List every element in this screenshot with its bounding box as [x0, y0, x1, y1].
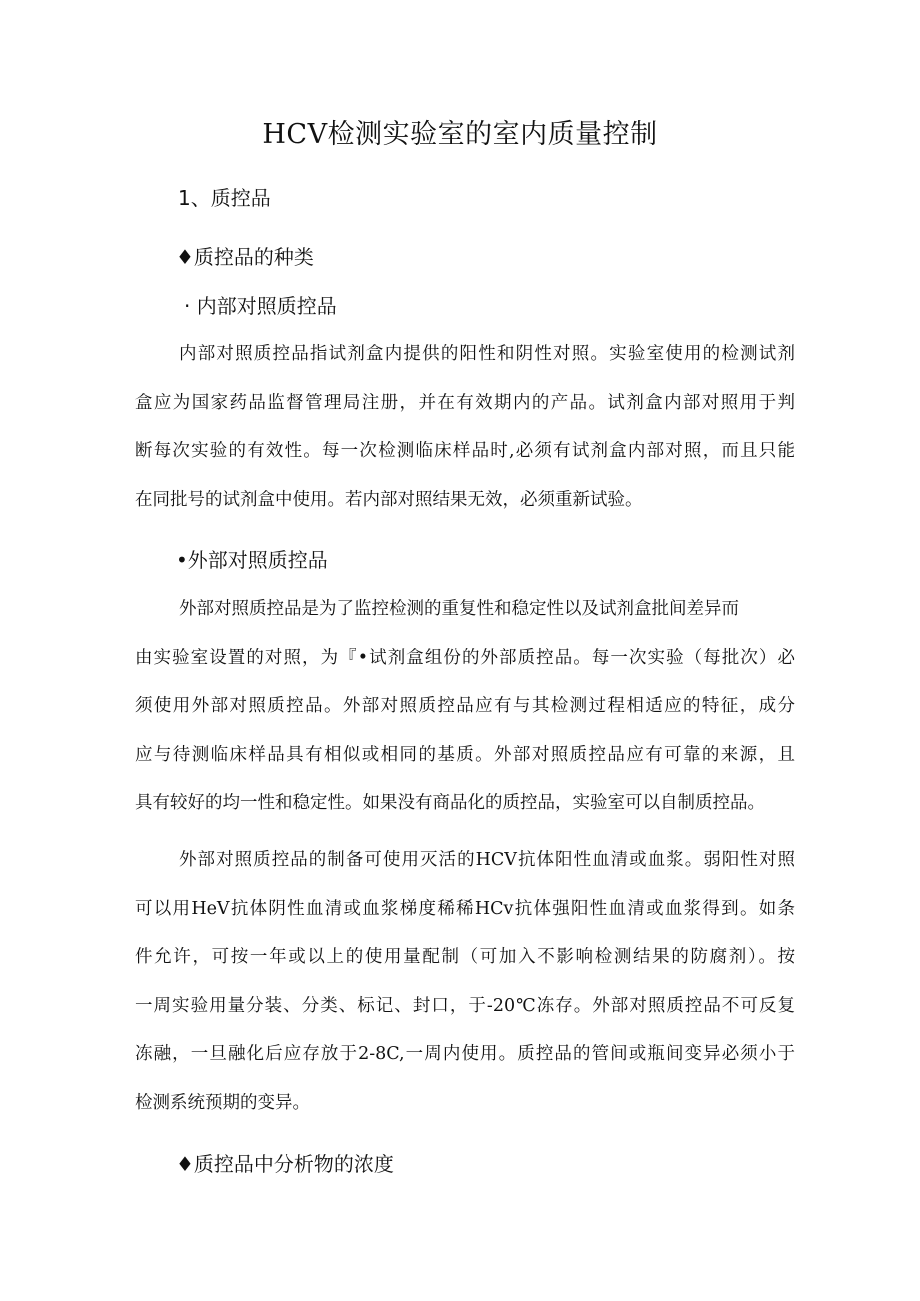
subheading-analyte-concentration: ♦质控品中分析物的浓度	[176, 1152, 394, 1176]
paragraph-line: 外部对照质控品的制备可使用灭活的HCV抗体阳性血清或血浆。弱阳性对照	[179, 850, 795, 870]
paragraph-line: 一周实验用量分装、分类、标记、封口，于-20℃冻存。外部对照质控品不可反复	[135, 995, 795, 1016]
paragraph-line: 冻融，一旦融化后应存放于2-8C,一周内使用。质控品的管间或瓶间变异必须小于	[135, 1044, 795, 1064]
subheading-internal-control: · 内部对照质控品	[184, 294, 337, 318]
external-control-paragraph-2	[135, 845, 795, 1136]
paragraph-line: 由实验室设置的对照，为『•试剂盒组份的外部质控品。每一次实验（每批次）必	[135, 647, 795, 668]
paragraph-line: 具有较好的均一性和稳定性。如果没有商品化的质控品，实验室可以自制质控品。	[135, 793, 765, 813]
subheading-external-control: •外部对照质控品	[176, 548, 328, 572]
paragraph-line: 件允许，可按一年或以上的使用量配制（可加入不影响检测结果的防腐剂）。按	[135, 947, 795, 967]
section-heading-quality-control-materials: 1、质控品	[178, 186, 271, 210]
paragraph-line: 内部对照质控品指试剂盒内提供的阳性和阴性对照。实验室使用的检测试剂	[179, 344, 795, 364]
external-control-paragraph-1	[135, 594, 795, 837]
paragraph-line: 盒应为国家药品监督管理局注册，并在有效期内的产品。试剂盒内部对照用于判	[135, 392, 795, 413]
paragraph-line: 检测系统预期的变异。	[135, 1092, 310, 1113]
paragraph-line: 外部对照质控品是为了监控检测的重复性和稳定性以及试剂盒批间差异而	[179, 599, 739, 619]
internal-control-paragraph	[135, 339, 795, 533]
paragraph-line: 须使用外部对照质控品。外部对照质控品应有与其检测过程相适应的特征，成分	[135, 696, 795, 716]
document-title: HCV检测实验室的室内质量控制	[262, 119, 658, 150]
subheading-types: ♦质控品的种类	[176, 245, 314, 269]
paragraph-line: 断每次实验的有效性。每一次检测临床样品时,必须有试剂盒内部对照，而且只能	[135, 441, 795, 461]
paragraph-line: 在同批号的试剂盒中使用。若内部对照结果无效，必须重新试验。	[135, 489, 643, 510]
paragraph-line: 可以用HeV抗体阴性血清或血浆梯度稀稀HCv抗体强阳性血清或血浆得到。如条	[135, 898, 795, 919]
paragraph-line: 应与待测临床样品具有相似或相同的基质。外部对照质控品应有可靠的来源，且	[135, 744, 795, 765]
